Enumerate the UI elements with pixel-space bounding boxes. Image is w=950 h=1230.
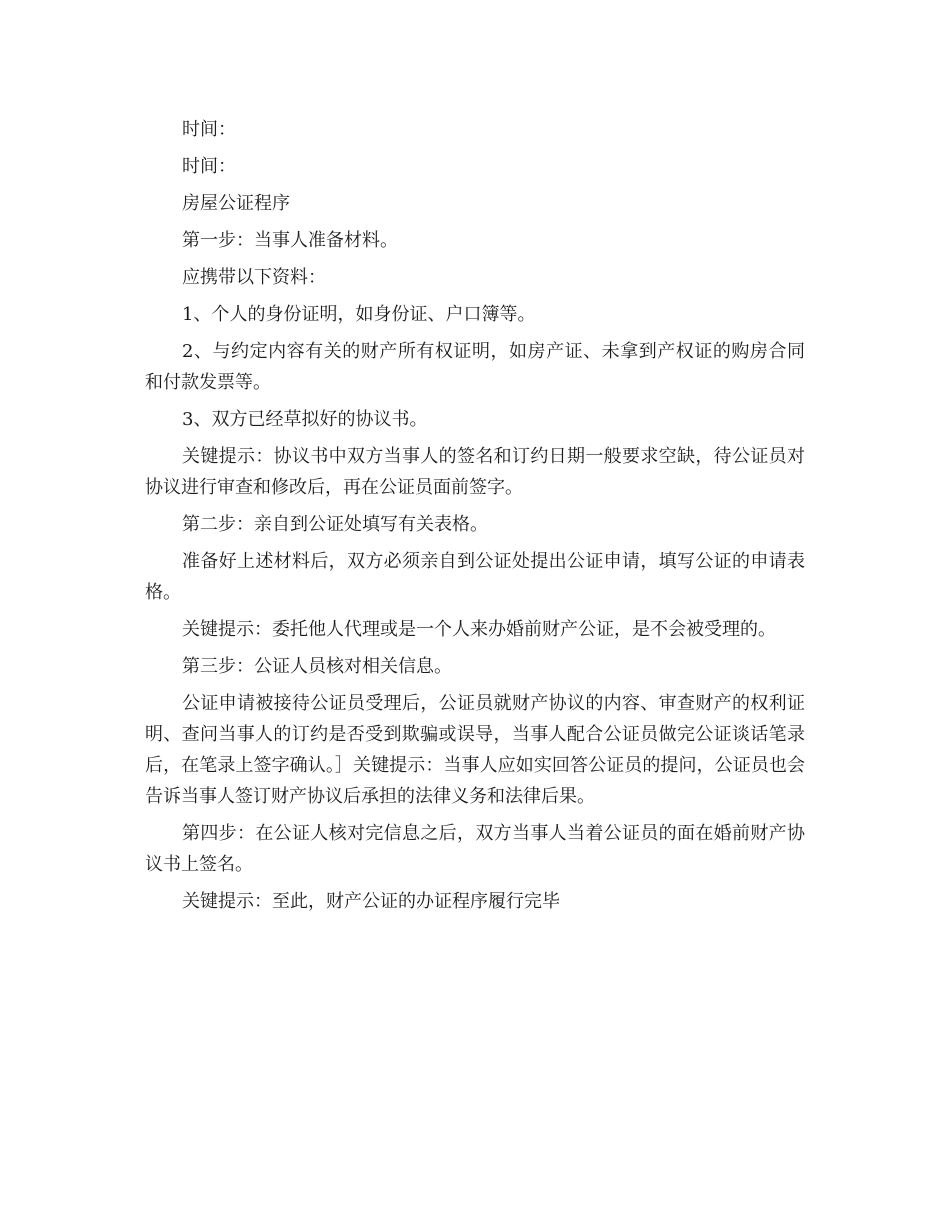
paragraph-time-1: 时间：	[182, 119, 236, 140]
key-tip-1: 关键提示：协议书中双方当事人的签名和订约日期一般要求空缺，待公证员对协议进行审查和修改后，再在公证员面前签字。	[145, 446, 805, 498]
paragraph-time-2: 时间：	[182, 156, 236, 177]
step-two-heading: 第二步：亲自到公证处填写有关表格。	[182, 514, 488, 535]
material-item-3: 3、双方已经草拟好的协议书。	[182, 409, 428, 430]
material-item-1: 1、个人的身份证明，如身份证、户口簿等。	[182, 304, 536, 325]
step-one-heading: 第一步：当事人准备材料。	[182, 230, 398, 251]
key-tip-2: 关键提示：委托他人代理或是一个人来办婚前财产公证，是不会被受理的。	[182, 619, 776, 640]
document-body	[145, 114, 805, 923]
material-item-2: 2、与约定内容有关的财产所有权证明，如房产证、未拿到产权证的购房合同和付款发票等。	[145, 341, 805, 393]
materials-intro: 应携带以下资料：	[182, 267, 326, 288]
step-three-heading: 第三步：公证人员核对相关信息。	[182, 656, 452, 677]
step-two-body: 准备好上述材料后，双方必须亲自到公证处提出公证申请，填写公证的申请表格。	[145, 551, 805, 603]
step-three-body: 公证申请被接待公证员受理后，公证员就财产协议的内容、审查财产的权利证明、查问当事人的订约是否受到欺骗或误导，当事人配合公证员做完公证谈话笔录后，在笔录上签字确认。］关键提示：当事人应如实回答公证员的提问，公证员也会告诉当事人签订财产协议后承担的法律义务和法律后果。	[145, 693, 805, 807]
key-tip-final: 关键提示：至此，财产公证的办证程序履行完毕	[182, 891, 560, 912]
section-title: 房屋公证程序	[182, 193, 290, 214]
step-four-body: 第四步：在公证人核对完信息之后，双方当事人当着公证员的面在婚前财产协议书上签名。	[145, 823, 805, 875]
